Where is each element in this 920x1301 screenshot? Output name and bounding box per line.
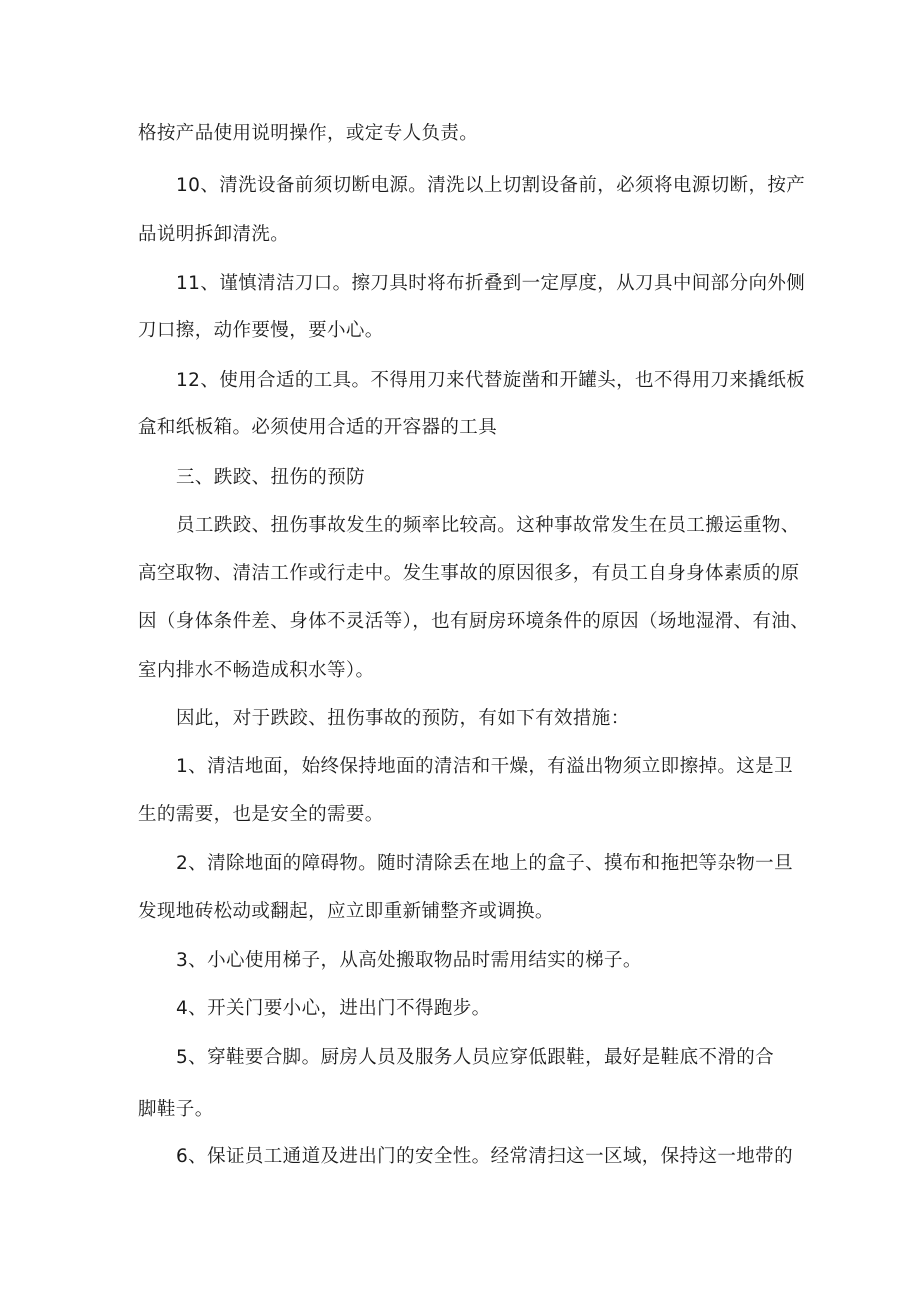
text-line: 品说明拆卸清洗。 [138, 224, 290, 245]
text-line: 2、清除地面的障碍物。随时清除丢在地上的盒子、摸布和拖把等杂物一旦 [176, 853, 793, 874]
text-line: 11、谨慎清洁刀口。擦刀具时将布折叠到一定厚度，从刀具中间部分向外侧 [176, 273, 806, 294]
text-line: 5、穿鞋要合脚。厨房人员及服务人员应穿低跟鞋，最好是鞋底不滑的合 [176, 1047, 775, 1068]
text-line: 盒和纸板箱。必须使用合适的开容器的工具 [138, 417, 498, 438]
section-heading: 三、跌跤、扭伤的预防 [176, 467, 366, 488]
text-line: 刀口擦，动作要慢，要小心。 [138, 320, 384, 341]
text-line: 10、清洗设备前须切断电源。清洗以上切割设备前，必须将电源切断，按产 [176, 175, 806, 196]
text-line: 脚鞋子。 [138, 1099, 214, 1120]
text-line: 高空取物、清洁工作或行走中。发生事故的原因很多，有员工自身身体素质的原 [138, 563, 800, 584]
text-line: 6、保证员工通道及进出门的安全性。经常清扫这一区域，保持这一地带的 [176, 1146, 793, 1167]
text-line: 格按产品使用说明操作，或定专人负责。 [138, 123, 479, 144]
text-line: 12、使用合适的工具。不得用刀来代替旋凿和开罐头，也不得用刀来撬纸板 [176, 370, 806, 391]
text-line: 因（身体条件差、身体不灵活等），也有厨房环境条件的原因（场地湿滑、有油、 [138, 611, 810, 632]
text-line: 生的需要，也是安全的需要。 [138, 804, 384, 825]
text-line: 发现地砖松动或翻起，应立即重新铺整齐或调换。 [138, 901, 554, 922]
text-line: 室内排水不畅造成积水等）。 [138, 660, 375, 681]
text-line: 因此，对于跌跤、扭伤事故的预防，有如下有效措施： [176, 708, 630, 729]
text-line: 3、小心使用梯子，从高处搬取物品时需用结实的梯子。 [176, 950, 642, 971]
text-line: 4、开关门要小心，进出门不得跑步。 [176, 998, 491, 1019]
text-line: 员工跌跤、扭伤事故发生的频率比较高。这种事故常发生在员工搬运重物、 [176, 515, 800, 536]
text-line: 1、清洁地面，始终保持地面的清洁和干燥，有溢出物须立即擦掉。这是卫 [176, 756, 793, 777]
